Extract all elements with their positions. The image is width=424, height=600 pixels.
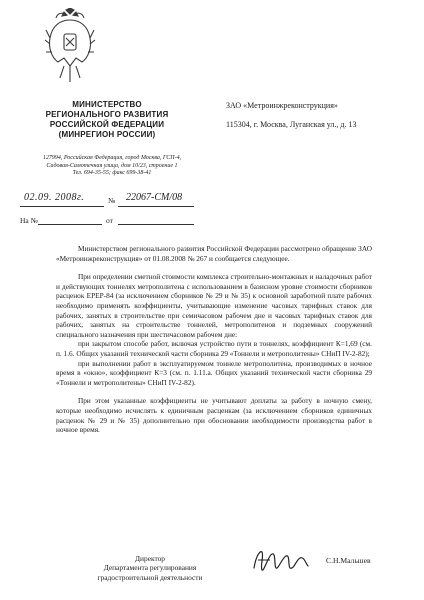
from-label: от — [106, 216, 113, 225]
address-line: Садовая-Самотечная улица, дом 10/23, строение 1 — [46, 162, 178, 169]
reference-label: На № — [20, 216, 38, 225]
signer-title-line: Директор — [135, 554, 165, 563]
number-prefix: № — [108, 196, 116, 205]
signer-title-line: градостроительной деятельности — [97, 572, 203, 582]
recipient-name: ЗАО «Метроинжреконструкция» — [226, 101, 338, 110]
date-underline — [20, 206, 104, 207]
ministry-line: (МИНРЕГИОН РОССИИ) — [58, 130, 156, 139]
reference-underline — [38, 224, 102, 225]
ministry-name — [12, 100, 202, 140]
address-line: 127994, Российская Федерация, город Москва, ГСП-4, — [42, 155, 182, 161]
body-paragraph: При этом указанные коэффициенты не учитывают доплаты за работу в ночную смену, которые необходимо исчислять к единичным расценкам (за исключением сборников единичных расценок № 29 и № 35) дополнительно при обосновании необходимости производства работ в ночное время. — [56, 396, 372, 435]
registration-date: 02.09. 2008г. — [24, 192, 85, 203]
body-paragraph: при закрытом способе работ, включая устройство пути в тоннелях, коэффициент К=1,69 (см. п. 1.6. Общих указаний технической части сборника 29 «Тоннели и метрополитены» СНиП IV-2-82); — [56, 339, 372, 358]
coat-of-arms-icon — [44, 8, 96, 92]
body-paragraph: Министерством регионального развития Российской Федерации рассмотрено обращение ЗАО «Метроинжреконструкция» от 01.08.2008 № 267 и сообщается следующее. — [56, 244, 372, 263]
ministry-address — [22, 155, 202, 178]
ministry-line: РЕГИОНАЛЬНОГО РАЗВИТИЯ — [45, 110, 169, 119]
recipient-block — [226, 101, 356, 130]
registration-number: 22067-СМ/08 — [126, 192, 183, 203]
ministry-line: МИНИСТЕРСТВО — [72, 100, 142, 109]
body-paragraph: При определении сметной стоимости комплекса строительно-монтажных и наладочных работ и действующих тоннелях метрополитена с использованием в базисном уровне стоимости сборников расценок ЕРЕР-84 (за исключением сборников № 29 и № 35) к основной заработной плате рабочих необходимо применять коэффициенты, учитывающие изменение часовых тарифных ставок для рабочих, занятых в строительстве при семичасовом рабочем дне и часовых тарифных ставок для рабочих, занятых на строительстве тоннелей, метрополитенов и подземных сооружений специального назначения при шестичасовом рабочем дне: — [56, 272, 372, 339]
ministry-line: РОССИЙСКОЙ ФЕДЕРАЦИИ — [49, 120, 165, 129]
address-line: Тел. 694-35-55; факс 699-38-41 — [72, 170, 152, 177]
body-paragraph: при выполнении работ в эксплуатируемом тоннеле метрополитена, производимых в ночное время в «окно», коэффициент К=3 (см. п. 1.11.а. Общих указаний технической части сборника 29 «Тоннели и метрополитены» СНиП IV-2-82). — [56, 358, 372, 387]
from-underline — [118, 224, 194, 225]
handwritten-signature — [250, 546, 312, 576]
signer-title-line: Департамента регулирования — [103, 563, 197, 573]
recipient-address: 115304, г. Москва, Луганская ул., д. 13 — [226, 120, 357, 129]
signer-title — [60, 554, 240, 582]
signer-name: С.Н.Мальшев — [326, 556, 371, 565]
number-underline — [118, 206, 194, 207]
letter-body — [56, 244, 372, 435]
